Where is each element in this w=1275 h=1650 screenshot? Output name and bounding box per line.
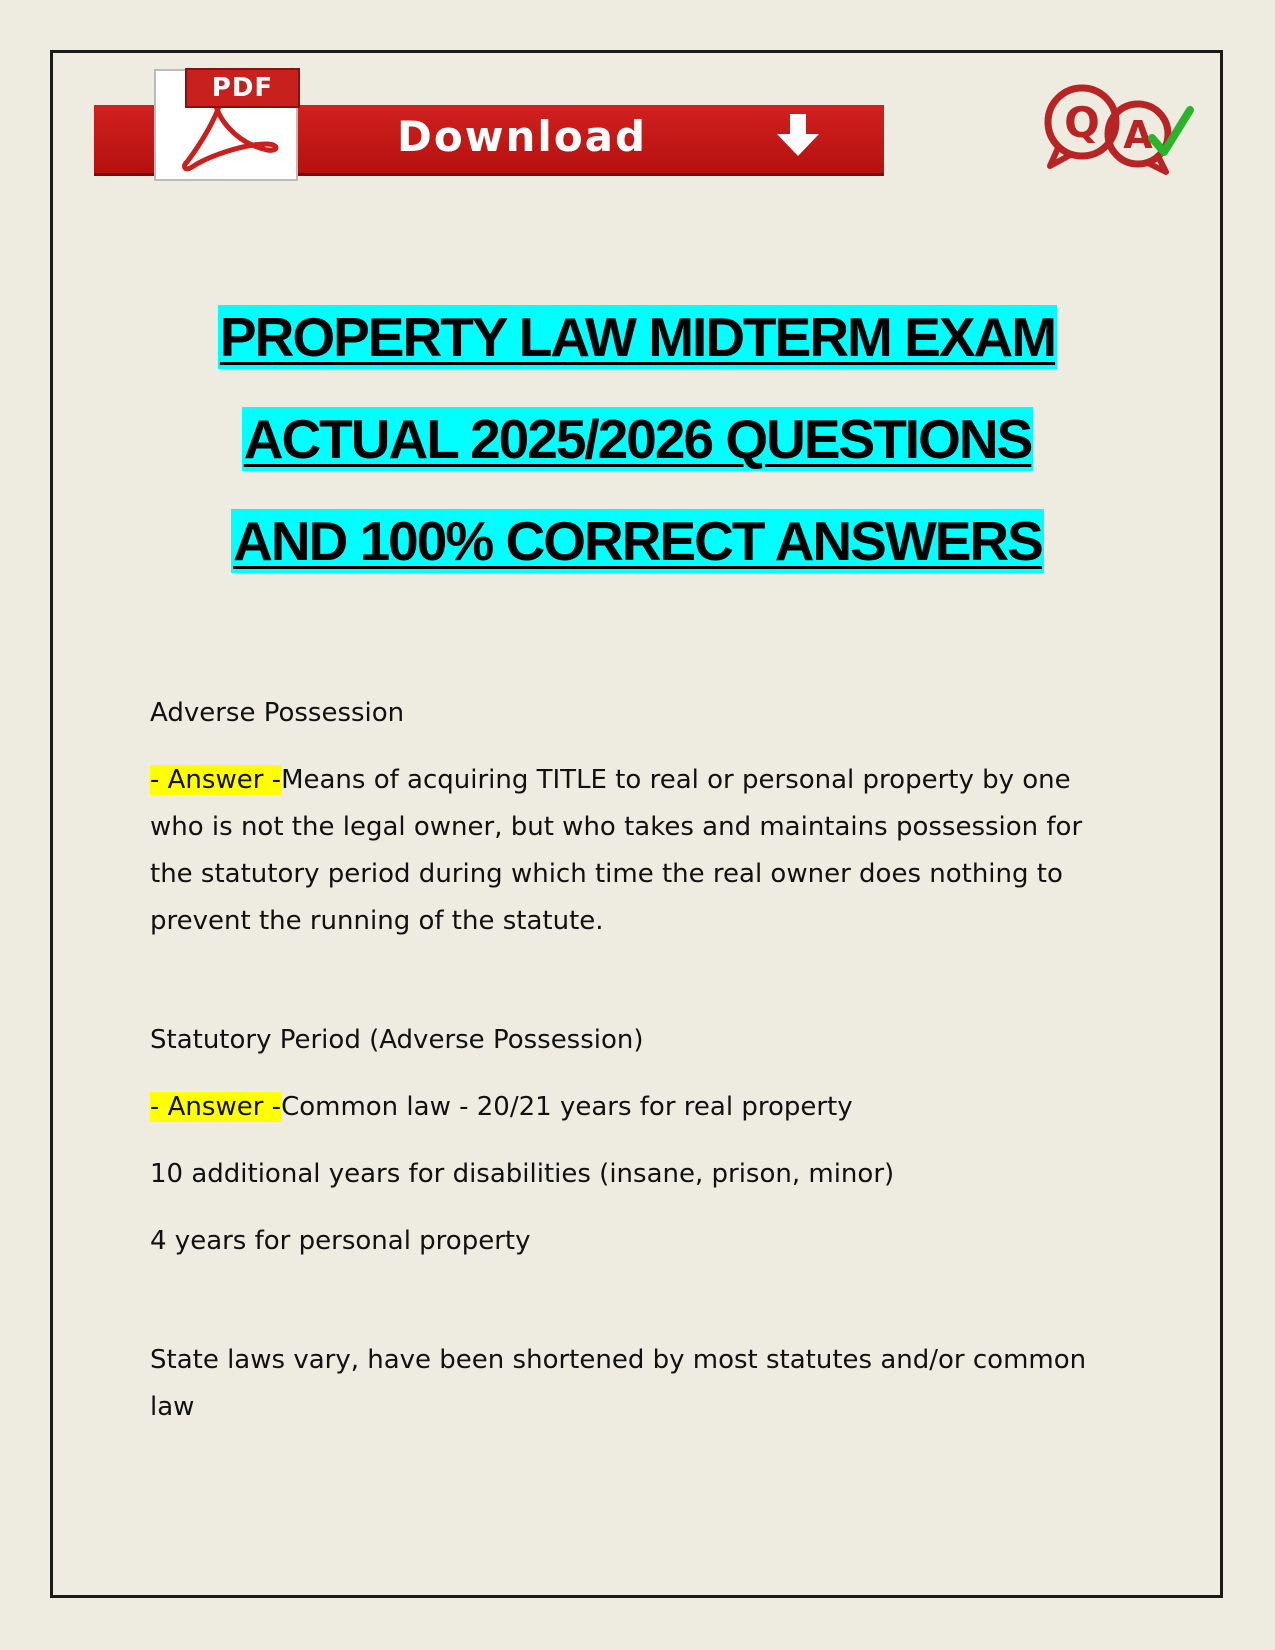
qa-content xyxy=(150,690,1130,1431)
answer-marker: - Answer - xyxy=(150,765,282,795)
question-text: Adverse Possession xyxy=(150,698,405,728)
pdf-document-icon xyxy=(147,62,307,182)
document-title xyxy=(0,305,1275,611)
logo-a-letter: A xyxy=(1123,113,1153,157)
answer-line: 10 additional years for disabilities (insane, prison, minor) xyxy=(150,1159,895,1189)
qa-logo xyxy=(1040,80,1210,185)
answer-line: State laws vary, have been shortened by most statutes and/or common law xyxy=(150,1345,1087,1422)
question-text: Statutory Period (Adverse Possession) xyxy=(150,1025,644,1055)
answer-marker: - Answer - xyxy=(150,1092,282,1122)
answer-text xyxy=(150,757,1130,945)
title-line-3: AND 100% CORRECT ANSWERS xyxy=(233,510,1042,572)
answer-body: Common law - 20/21 years for real property xyxy=(281,1092,853,1122)
title-line-1: PROPERTY LAW MIDTERM EXAM xyxy=(219,306,1056,368)
logo-q-letter: Q xyxy=(1064,98,1100,147)
download-label: Download xyxy=(397,112,648,161)
title-line-2: ACTUAL 2025/2026 QUESTIONS xyxy=(243,408,1032,470)
pdf-download-banner[interactable] xyxy=(92,60,892,185)
answer-line: 4 years for personal property xyxy=(150,1226,531,1256)
download-arrow-icon xyxy=(775,112,821,163)
answer-body: Means of acquiring TITLE to real or personal property by one who is not the legal owner, but who takes and maintains possession for the statutory period during which time the real owner does nothing to prevent the running of the statute. xyxy=(150,765,1083,936)
answer-text xyxy=(150,1084,1130,1131)
pdf-label: PDF xyxy=(185,68,300,108)
